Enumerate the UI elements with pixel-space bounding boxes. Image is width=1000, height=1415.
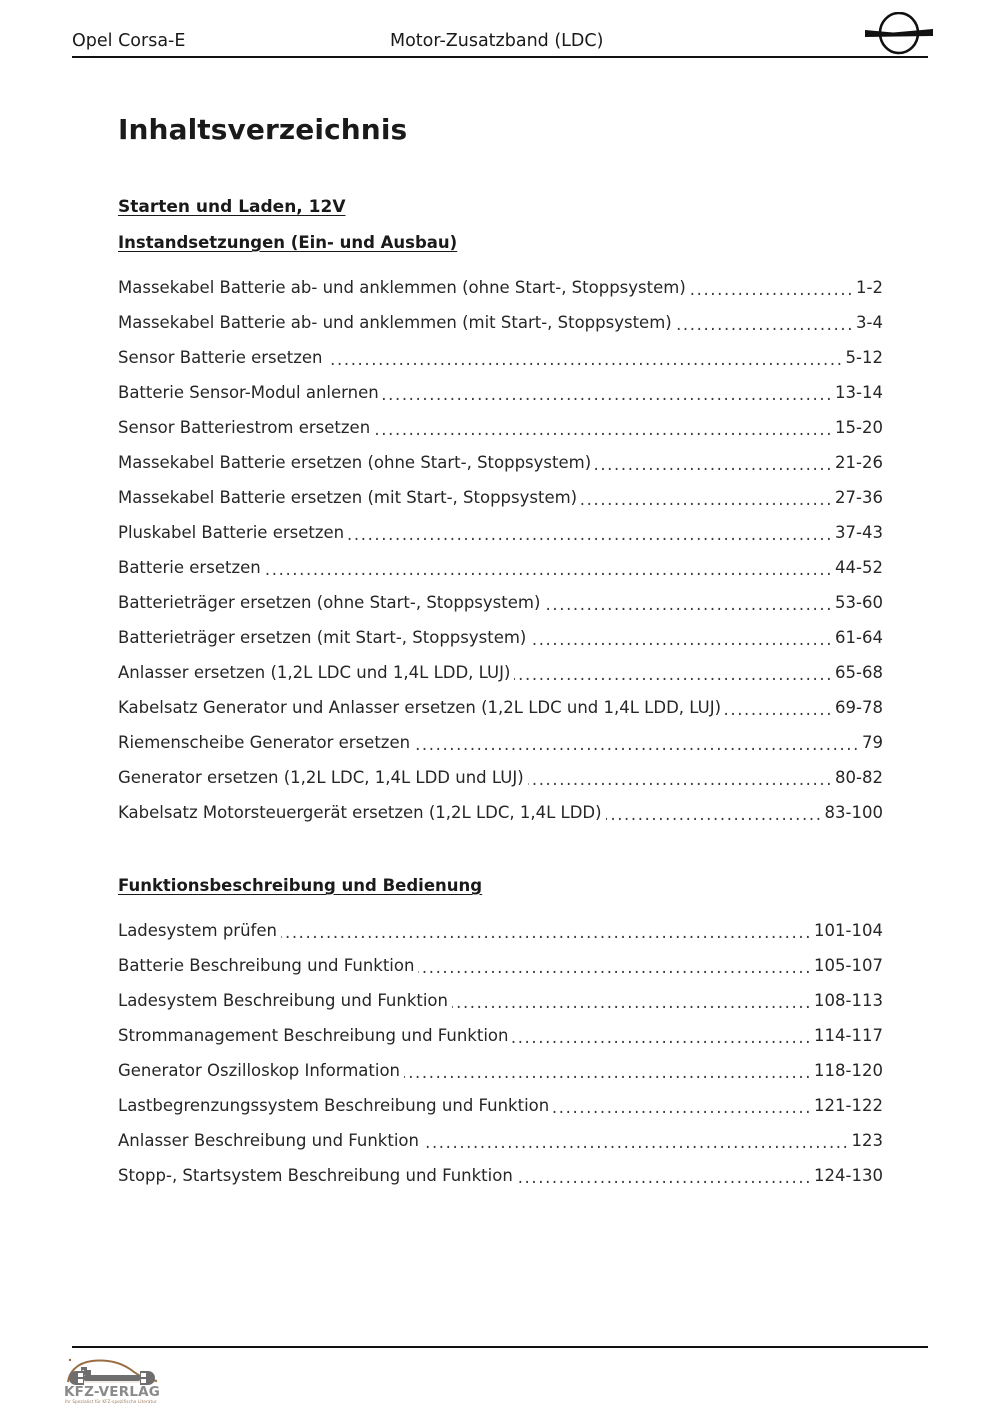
table-of-contents — [118, 196, 883, 1188]
dot-leader — [553, 1098, 812, 1118]
toc-entry[interactable] — [118, 908, 883, 943]
toc-entry-pages: 79 — [862, 733, 883, 752]
toc-entry-label: Batterie Beschreibung und Funktion — [118, 956, 415, 975]
toc-entry-pages: 61-64 — [835, 628, 883, 647]
dot-leader — [606, 805, 823, 825]
section-spacer — [118, 825, 883, 875]
toc-entry-pages: 121-122 — [814, 1096, 883, 1115]
toc-entry-label: Batterie ersetzen — [118, 558, 261, 577]
toc-entry-pages: 124-130 — [814, 1166, 883, 1185]
header-vehicle-title: Opel Corsa-E — [72, 31, 186, 51]
toc-entry-pages: 105-107 — [814, 956, 883, 975]
dot-leader — [404, 1063, 812, 1083]
footer-divider — [72, 1346, 928, 1348]
section-heading: Starten und Laden, 12V — [118, 197, 346, 217]
toc-entry[interactable] — [118, 943, 883, 978]
toc-entry-pages: 114-117 — [814, 1026, 883, 1045]
toc-entry[interactable] — [118, 1048, 883, 1083]
toc-entry[interactable] — [118, 440, 883, 475]
section-subheading: Instandsetzungen (Ein- und Ausbau) — [118, 233, 458, 252]
toc-entry[interactable] — [118, 475, 883, 510]
toc-entry[interactable] — [118, 370, 883, 405]
toc-entry-label: Massekabel Batterie ersetzen (ohne Start-, Stoppsystem) — [118, 453, 592, 472]
dot-leader — [528, 770, 833, 790]
toc-entry-pages: 83-100 — [824, 803, 883, 822]
toc-entry-label: Strommanagement Beschreibung und Funktion — [118, 1026, 509, 1045]
toc-entry[interactable] — [118, 720, 883, 755]
dot-leader — [423, 1133, 850, 1153]
toc-entry-label: Generator ersetzen (1,2L LDC, 1,4L LDD und LUJ) — [118, 768, 524, 787]
toc-entry-pages: 53-60 — [835, 593, 883, 612]
toc-entry[interactable] — [118, 685, 883, 720]
toc-entry[interactable] — [118, 545, 883, 580]
toc-entry-pages: 37-43 — [835, 523, 883, 542]
toc-entry-label: Kabelsatz Motorsteuergerät ersetzen (1,2L LDC, 1,4L LDD) — [118, 803, 602, 822]
dot-leader — [512, 1028, 812, 1048]
toc-entry-label: Sensor Batterie ersetzen — [118, 348, 323, 367]
toc-entry-label: Massekabel Batterie ab- und anklemmen (mit Start-, Stoppsystem) — [118, 313, 672, 332]
toc-entry[interactable] — [118, 510, 883, 545]
dot-leader — [725, 700, 833, 720]
kfz-verlag-tagline: Ihr Spezialist für KFZ-spezifische Literatur — [65, 1399, 157, 1404]
toc-entry[interactable] — [118, 755, 883, 790]
toc-entry-pages: 108-113 — [814, 991, 883, 1010]
dot-leader — [517, 1168, 812, 1188]
toc-entry-pages: 13-14 — [835, 383, 883, 402]
section-heading: Funktionsbeschreibung und Bedienung — [118, 876, 483, 895]
toc-entry[interactable] — [118, 265, 883, 300]
header-manual-title: Motor-Zusatzband (LDC) — [390, 31, 604, 51]
toc-entry[interactable] — [118, 580, 883, 615]
toc-entry-pages: 118-120 — [814, 1061, 883, 1080]
toc-entry-label: Ladesystem prüfen — [118, 921, 277, 940]
dot-leader — [383, 385, 833, 405]
dot-leader — [281, 923, 812, 943]
dot-leader — [452, 993, 812, 1013]
toc-entry[interactable] — [118, 405, 883, 440]
page-title: Inhaltsverzeichnis — [118, 113, 408, 146]
toc-entry-pages: 15-20 — [835, 418, 883, 437]
toc-entry-pages: 5-12 — [845, 348, 883, 367]
toc-entry[interactable] — [118, 790, 883, 825]
toc-entry-label: Stopp-, Startsystem Beschreibung und Funktion — [118, 1166, 513, 1185]
dot-leader — [265, 560, 833, 580]
toc-entry-label: Ladesystem Beschreibung und Funktion — [118, 991, 448, 1010]
dot-leader — [514, 665, 833, 685]
toc-entry-pages: 3-4 — [856, 313, 883, 332]
toc-entry-list — [118, 265, 883, 825]
dot-leader — [418, 958, 812, 978]
toc-entry-pages: 65-68 — [835, 663, 883, 682]
toc-entry-label: Massekabel Batterie ab- und anklemmen (ohne Start-, Stoppsystem) — [118, 278, 686, 297]
dot-leader — [414, 735, 860, 755]
toc-entry-pages: 123 — [851, 1131, 883, 1150]
toc-entry-pages: 44-52 — [835, 558, 883, 577]
page-header — [72, 30, 928, 64]
toc-entry-label: Batterieträger ersetzen (ohne Start-, Stoppsystem) — [118, 593, 541, 612]
toc-entry[interactable] — [118, 1118, 883, 1153]
toc-entry-label: Anlasser Beschreibung und Funktion — [118, 1131, 419, 1150]
toc-entry-label: Batterie Sensor-Modul anlernen — [118, 383, 379, 402]
toc-entry-label: Generator Oszilloskop Information — [118, 1061, 401, 1080]
dot-leader — [544, 595, 833, 615]
toc-entry-pages: 80-82 — [835, 768, 883, 787]
opel-blitz-logo — [862, 12, 936, 58]
toc-entry-label: Batterieträger ersetzen (mit Start-, Stoppsystem) — [118, 628, 527, 647]
toc-entry-label: Anlasser ersetzen (1,2L LDC und 1,4L LDD, LUJ) — [118, 663, 511, 682]
toc-entry-label: Pluskabel Batterie ersetzen — [118, 523, 345, 542]
dot-leader — [530, 630, 833, 650]
toc-entry[interactable] — [118, 1083, 883, 1118]
dot-leader — [327, 350, 844, 370]
dot-leader — [595, 455, 833, 475]
toc-entry[interactable] — [118, 335, 883, 370]
toc-entry-label: Kabelsatz Generator und Anlasser ersetzen (1,2L LDC und 1,4L LDD, LUJ) — [118, 698, 722, 717]
toc-entry[interactable] — [118, 978, 883, 1013]
dot-leader — [348, 525, 833, 545]
toc-entry-pages: 69-78 — [835, 698, 883, 717]
dot-leader — [676, 315, 854, 335]
dot-leader — [374, 420, 833, 440]
toc-entry[interactable] — [118, 615, 883, 650]
kfz-verlag-wordmark: KFZ-VERLAG — [64, 1384, 161, 1400]
toc-entry-pages: 1-2 — [856, 278, 883, 297]
toc-entry-pages: 27-36 — [835, 488, 883, 507]
header-divider — [72, 56, 928, 58]
toc-entry-list — [118, 908, 883, 1188]
toc-section-starten-und-laden — [118, 196, 883, 825]
toc-entry[interactable] — [118, 650, 883, 685]
toc-entry[interactable] — [118, 300, 883, 335]
toc-entry-pages: 101-104 — [814, 921, 883, 940]
toc-entry[interactable] — [118, 1013, 883, 1048]
toc-entry-label: Riemenscheibe Generator ersetzen — [118, 733, 411, 752]
dot-leader — [690, 280, 854, 300]
toc-entry-label: Lastbegrenzungssystem Beschreibung und Funktion — [118, 1096, 550, 1115]
toc-section-funktionsbeschreibung — [118, 875, 883, 1188]
dot-leader — [581, 490, 833, 510]
toc-entry-label: Sensor Batteriestrom ersetzen — [118, 418, 371, 437]
toc-entry-label: Massekabel Batterie ersetzen (mit Start-, Stoppsystem) — [118, 488, 578, 507]
toc-entry-pages: 21-26 — [835, 453, 883, 472]
toc-entry[interactable] — [118, 1153, 883, 1188]
